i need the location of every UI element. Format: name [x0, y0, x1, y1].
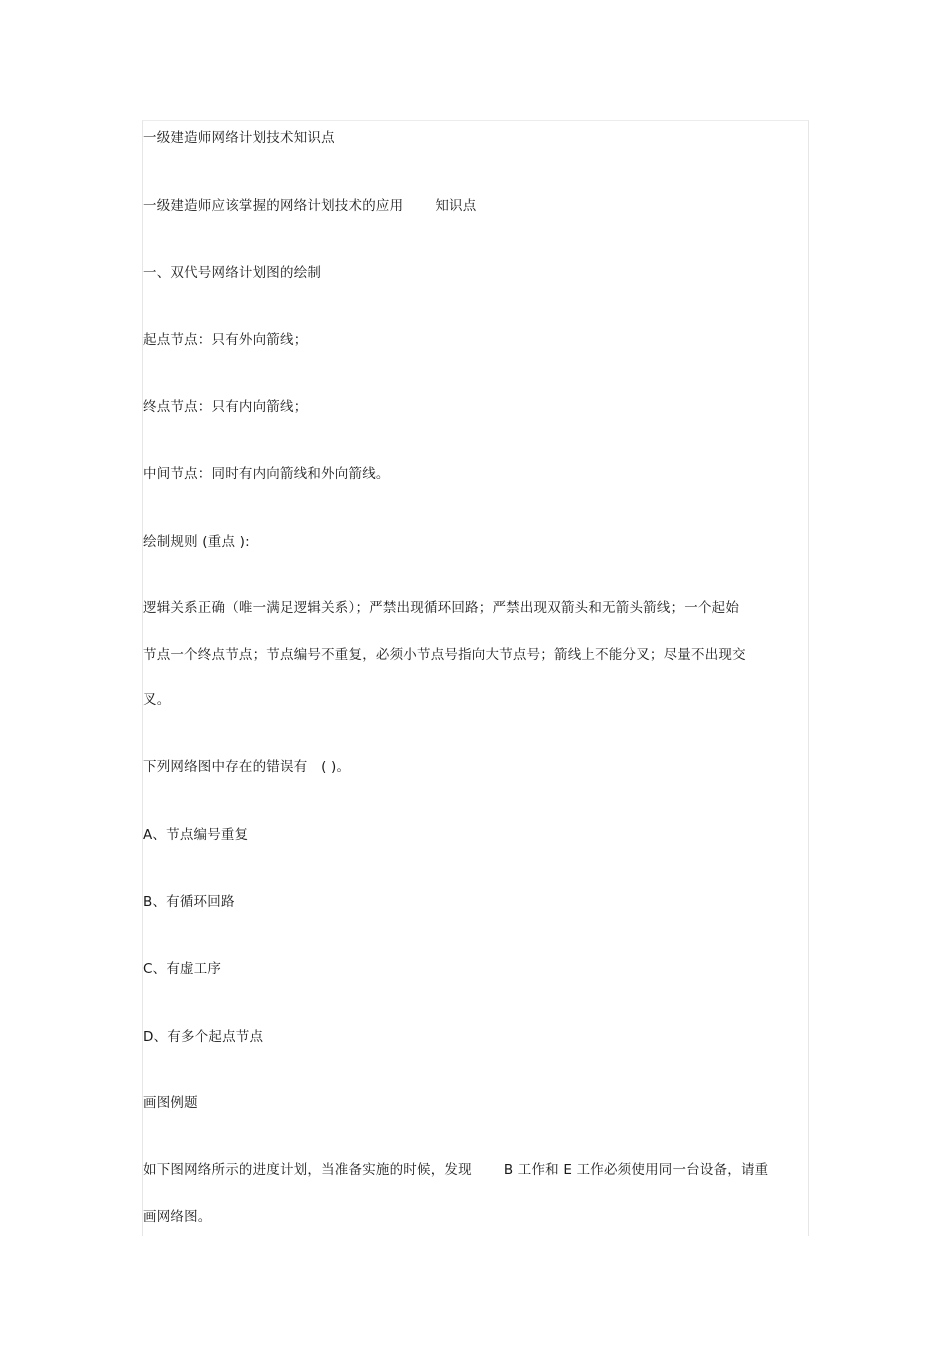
- section-heading: 一、双代号网络计划图的绘制: [143, 265, 322, 281]
- start-node-definition: 起点节点：只有外向箭线；: [143, 332, 308, 348]
- option-a: A、节点编号重复: [143, 827, 249, 843]
- document-subtitle: [143, 197, 476, 215]
- option-b: B、有循环回路: [143, 894, 235, 910]
- rules-paragraph-line: 叉。: [143, 692, 171, 708]
- middle-node-definition: 中间节点：同时有内向箭线和外向箭线。: [143, 466, 390, 482]
- question-text: 下列网络图中存在的错误有 ( )。: [143, 759, 351, 775]
- example-paragraph-line: [143, 1161, 768, 1179]
- rules-heading: 绘制规则 (重点 ):: [143, 534, 250, 550]
- example-paragraph-line: 画网络图。: [143, 1209, 212, 1225]
- end-node-definition: 终点节点：只有内向箭线；: [143, 399, 308, 415]
- example-heading: 画图例题: [143, 1095, 198, 1111]
- document-title: 一级建造师网络计划技术知识点: [143, 130, 335, 146]
- option-c: C、有虚工序: [143, 961, 222, 977]
- subtitle-text-main: 一级建造师应该掌握的网络计划技术的应用: [143, 198, 404, 214]
- option-d: D、有多个起点节点: [143, 1029, 264, 1045]
- rules-paragraph-line: 节点一个终点节点；节点编号不重复，必须小节点号指向大节点号；箭线上不能分叉；尽量不出现交: [143, 647, 746, 663]
- rules-paragraph-line: 逻辑关系正确（唯一满足逻辑关系）；严禁出现循环回路；严禁出现双箭头和无箭头箭线；一个起始: [143, 600, 740, 616]
- page-frame: [142, 120, 809, 1236]
- example-text-part2: B 工作和 E 工作必须使用同一台设备，请重: [503, 1162, 769, 1178]
- example-text-part1: 如下图网络所示的进度计划，当准备实施的时候，发现: [143, 1162, 472, 1178]
- subtitle-text-tail: 知识点: [435, 198, 477, 214]
